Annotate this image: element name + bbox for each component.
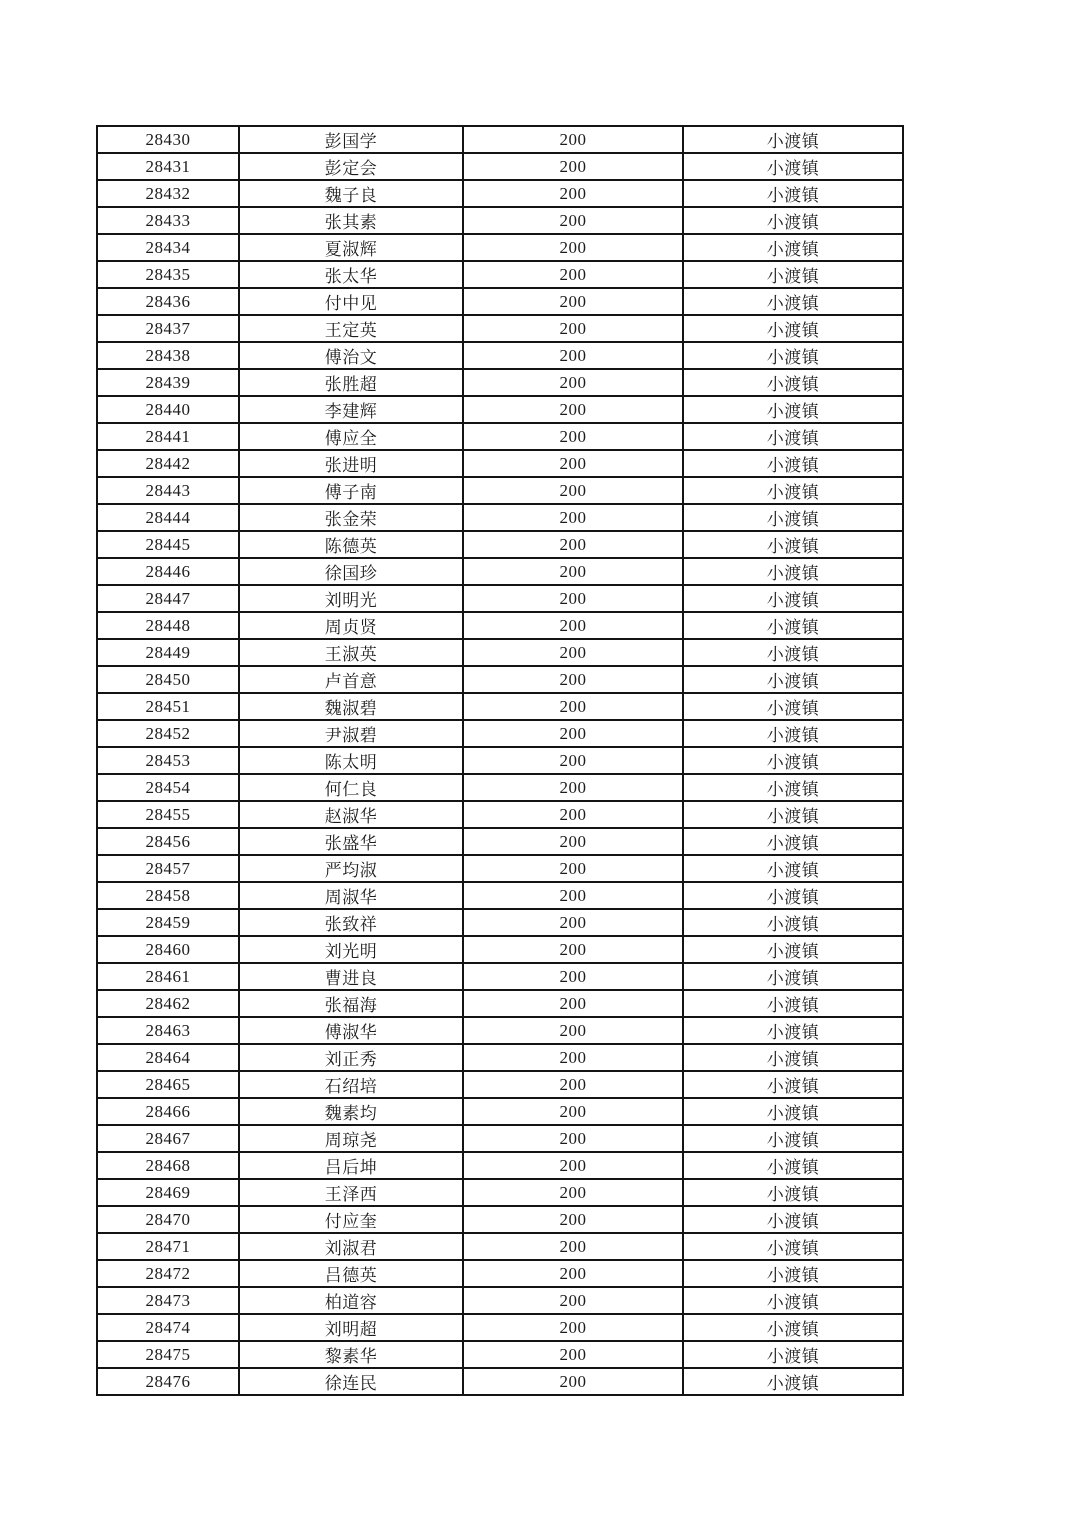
name-cell: 夏淑辉	[239, 234, 463, 261]
table-row	[97, 1125, 903, 1152]
amount-cell: 200	[463, 1044, 683, 1071]
id-cell: 28474	[97, 1314, 239, 1341]
town-cell: 小渡镇	[683, 936, 903, 963]
id-cell: 28450	[97, 666, 239, 693]
name-cell: 曹进良	[239, 963, 463, 990]
amount-cell: 200	[463, 1260, 683, 1287]
town-cell: 小渡镇	[683, 423, 903, 450]
name-cell: 彭国学	[239, 126, 463, 153]
id-cell: 28467	[97, 1125, 239, 1152]
table-row	[97, 1017, 903, 1044]
table-row	[97, 126, 903, 153]
name-cell: 周琼尧	[239, 1125, 463, 1152]
amount-cell: 200	[463, 558, 683, 585]
id-cell: 28444	[97, 504, 239, 531]
name-cell: 张金荣	[239, 504, 463, 531]
amount-cell: 200	[463, 828, 683, 855]
town-cell: 小渡镇	[683, 585, 903, 612]
id-cell: 28473	[97, 1287, 239, 1314]
name-cell: 王定英	[239, 315, 463, 342]
name-cell: 彭定会	[239, 153, 463, 180]
amount-cell: 200	[463, 1017, 683, 1044]
name-cell: 刘明超	[239, 1314, 463, 1341]
name-cell: 严均淑	[239, 855, 463, 882]
table-row	[97, 1260, 903, 1287]
amount-cell: 200	[463, 990, 683, 1017]
name-cell: 王泽西	[239, 1179, 463, 1206]
table-row	[97, 639, 903, 666]
amount-cell: 200	[463, 1098, 683, 1125]
town-cell: 小渡镇	[683, 990, 903, 1017]
id-cell: 28464	[97, 1044, 239, 1071]
table-row	[97, 477, 903, 504]
town-cell: 小渡镇	[683, 855, 903, 882]
id-cell: 28443	[97, 477, 239, 504]
name-cell: 刘淑君	[239, 1233, 463, 1260]
town-cell: 小渡镇	[683, 477, 903, 504]
amount-cell: 200	[463, 180, 683, 207]
name-cell: 王淑英	[239, 639, 463, 666]
amount-cell: 200	[463, 963, 683, 990]
town-cell: 小渡镇	[683, 396, 903, 423]
amount-cell: 200	[463, 396, 683, 423]
table-row	[97, 315, 903, 342]
id-cell: 28460	[97, 936, 239, 963]
name-cell: 石绍培	[239, 1071, 463, 1098]
amount-cell: 200	[463, 1341, 683, 1368]
amount-cell: 200	[463, 450, 683, 477]
table-row	[97, 1152, 903, 1179]
id-cell: 28455	[97, 801, 239, 828]
town-cell: 小渡镇	[683, 1044, 903, 1071]
id-cell: 28468	[97, 1152, 239, 1179]
id-cell: 28446	[97, 558, 239, 585]
name-cell: 黎素华	[239, 1341, 463, 1368]
id-cell: 28463	[97, 1017, 239, 1044]
table-row	[97, 801, 903, 828]
table-row	[97, 747, 903, 774]
table-row	[97, 1098, 903, 1125]
table-row	[97, 963, 903, 990]
town-cell: 小渡镇	[683, 558, 903, 585]
name-cell: 尹淑碧	[239, 720, 463, 747]
name-cell: 柏道容	[239, 1287, 463, 1314]
id-cell: 28470	[97, 1206, 239, 1233]
town-cell: 小渡镇	[683, 1098, 903, 1125]
table-row	[97, 666, 903, 693]
amount-cell: 200	[463, 639, 683, 666]
town-cell: 小渡镇	[683, 1125, 903, 1152]
amount-cell: 200	[463, 801, 683, 828]
name-cell: 卢首意	[239, 666, 463, 693]
table-row	[97, 234, 903, 261]
town-cell: 小渡镇	[683, 450, 903, 477]
amount-cell: 200	[463, 693, 683, 720]
id-cell: 28445	[97, 531, 239, 558]
town-cell: 小渡镇	[683, 1287, 903, 1314]
id-cell: 28432	[97, 180, 239, 207]
town-cell: 小渡镇	[683, 774, 903, 801]
amount-cell: 200	[463, 1368, 683, 1395]
amount-cell: 200	[463, 531, 683, 558]
id-cell: 28430	[97, 126, 239, 153]
id-cell: 28466	[97, 1098, 239, 1125]
town-cell: 小渡镇	[683, 1341, 903, 1368]
table-row	[97, 936, 903, 963]
table-row	[97, 1287, 903, 1314]
town-cell: 小渡镇	[683, 153, 903, 180]
town-cell: 小渡镇	[683, 288, 903, 315]
town-cell: 小渡镇	[683, 315, 903, 342]
amount-cell: 200	[463, 612, 683, 639]
name-cell: 刘正秀	[239, 1044, 463, 1071]
id-cell: 28448	[97, 612, 239, 639]
amount-cell: 200	[463, 126, 683, 153]
id-cell: 28451	[97, 693, 239, 720]
name-cell: 周贞贤	[239, 612, 463, 639]
name-cell: 傅应全	[239, 423, 463, 450]
amount-cell: 200	[463, 1287, 683, 1314]
name-cell: 张致祥	[239, 909, 463, 936]
id-cell: 28471	[97, 1233, 239, 1260]
id-cell: 28439	[97, 369, 239, 396]
id-cell: 28472	[97, 1260, 239, 1287]
town-cell: 小渡镇	[683, 1206, 903, 1233]
table-row	[97, 342, 903, 369]
table-row	[97, 1314, 903, 1341]
table-row	[97, 1341, 903, 1368]
name-cell: 张其素	[239, 207, 463, 234]
name-cell: 魏淑碧	[239, 693, 463, 720]
id-cell: 28435	[97, 261, 239, 288]
name-cell: 吕后坤	[239, 1152, 463, 1179]
name-cell: 张进明	[239, 450, 463, 477]
town-cell: 小渡镇	[683, 1314, 903, 1341]
id-cell: 28442	[97, 450, 239, 477]
id-cell: 28456	[97, 828, 239, 855]
table-row	[97, 693, 903, 720]
town-cell: 小渡镇	[683, 666, 903, 693]
amount-cell: 200	[463, 315, 683, 342]
table-row	[97, 531, 903, 558]
table-body	[97, 126, 903, 1395]
town-cell: 小渡镇	[683, 126, 903, 153]
town-cell: 小渡镇	[683, 531, 903, 558]
table-row	[97, 1071, 903, 1098]
id-cell: 28462	[97, 990, 239, 1017]
amount-cell: 200	[463, 909, 683, 936]
amount-cell: 200	[463, 153, 683, 180]
name-cell: 何仁良	[239, 774, 463, 801]
town-cell: 小渡镇	[683, 963, 903, 990]
table-row	[97, 882, 903, 909]
name-cell: 徐国珍	[239, 558, 463, 585]
name-cell: 徐连民	[239, 1368, 463, 1395]
id-cell: 28457	[97, 855, 239, 882]
table-row	[97, 990, 903, 1017]
name-cell: 张胜超	[239, 369, 463, 396]
id-cell: 28441	[97, 423, 239, 450]
amount-cell: 200	[463, 342, 683, 369]
amount-cell: 200	[463, 1233, 683, 1260]
town-cell: 小渡镇	[683, 180, 903, 207]
amount-cell: 200	[463, 855, 683, 882]
name-cell: 赵淑华	[239, 801, 463, 828]
table-row	[97, 558, 903, 585]
name-cell: 张盛华	[239, 828, 463, 855]
amount-cell: 200	[463, 1314, 683, 1341]
id-cell: 28453	[97, 747, 239, 774]
amount-cell: 200	[463, 936, 683, 963]
amount-cell: 200	[463, 1152, 683, 1179]
name-cell: 傅子南	[239, 477, 463, 504]
town-cell: 小渡镇	[683, 720, 903, 747]
town-cell: 小渡镇	[683, 1260, 903, 1287]
table-row	[97, 774, 903, 801]
id-cell: 28475	[97, 1341, 239, 1368]
name-cell: 傅治文	[239, 342, 463, 369]
town-cell: 小渡镇	[683, 801, 903, 828]
name-cell: 李建辉	[239, 396, 463, 423]
table-row	[97, 450, 903, 477]
table-row	[97, 828, 903, 855]
id-cell: 28459	[97, 909, 239, 936]
town-cell: 小渡镇	[683, 882, 903, 909]
id-cell: 28434	[97, 234, 239, 261]
town-cell: 小渡镇	[683, 612, 903, 639]
town-cell: 小渡镇	[683, 1368, 903, 1395]
table-row	[97, 720, 903, 747]
name-cell: 刘明光	[239, 585, 463, 612]
table-row	[97, 1044, 903, 1071]
table-row	[97, 1179, 903, 1206]
amount-cell: 200	[463, 369, 683, 396]
id-cell: 28449	[97, 639, 239, 666]
amount-cell: 200	[463, 234, 683, 261]
amount-cell: 200	[463, 1206, 683, 1233]
amount-cell: 200	[463, 882, 683, 909]
roster-table	[96, 125, 904, 1396]
table-row	[97, 423, 903, 450]
name-cell: 魏子良	[239, 180, 463, 207]
name-cell: 周淑华	[239, 882, 463, 909]
amount-cell: 200	[463, 288, 683, 315]
name-cell: 刘光明	[239, 936, 463, 963]
amount-cell: 200	[463, 720, 683, 747]
town-cell: 小渡镇	[683, 828, 903, 855]
id-cell: 28461	[97, 963, 239, 990]
amount-cell: 200	[463, 1179, 683, 1206]
town-cell: 小渡镇	[683, 234, 903, 261]
town-cell: 小渡镇	[683, 693, 903, 720]
table-row	[97, 1368, 903, 1395]
table-row	[97, 153, 903, 180]
id-cell: 28438	[97, 342, 239, 369]
amount-cell: 200	[463, 504, 683, 531]
id-cell: 28433	[97, 207, 239, 234]
name-cell: 付中见	[239, 288, 463, 315]
id-cell: 28436	[97, 288, 239, 315]
name-cell: 吕德英	[239, 1260, 463, 1287]
table-row	[97, 504, 903, 531]
amount-cell: 200	[463, 1071, 683, 1098]
id-cell: 28447	[97, 585, 239, 612]
id-cell: 28431	[97, 153, 239, 180]
town-cell: 小渡镇	[683, 1233, 903, 1260]
id-cell: 28452	[97, 720, 239, 747]
name-cell: 陈德英	[239, 531, 463, 558]
table-row	[97, 612, 903, 639]
town-cell: 小渡镇	[683, 747, 903, 774]
id-cell: 28458	[97, 882, 239, 909]
name-cell: 付应奎	[239, 1206, 463, 1233]
amount-cell: 200	[463, 666, 683, 693]
town-cell: 小渡镇	[683, 261, 903, 288]
town-cell: 小渡镇	[683, 207, 903, 234]
amount-cell: 200	[463, 774, 683, 801]
town-cell: 小渡镇	[683, 1179, 903, 1206]
name-cell: 陈太明	[239, 747, 463, 774]
table-row	[97, 261, 903, 288]
town-cell: 小渡镇	[683, 1017, 903, 1044]
table-row	[97, 1233, 903, 1260]
table-row	[97, 855, 903, 882]
amount-cell: 200	[463, 585, 683, 612]
town-cell: 小渡镇	[683, 342, 903, 369]
amount-cell: 200	[463, 423, 683, 450]
name-cell: 傅淑华	[239, 1017, 463, 1044]
id-cell: 28437	[97, 315, 239, 342]
name-cell: 张太华	[239, 261, 463, 288]
table-row	[97, 396, 903, 423]
town-cell: 小渡镇	[683, 369, 903, 396]
id-cell: 28469	[97, 1179, 239, 1206]
table-row	[97, 180, 903, 207]
name-cell: 魏素均	[239, 1098, 463, 1125]
town-cell: 小渡镇	[683, 909, 903, 936]
name-cell: 张福海	[239, 990, 463, 1017]
amount-cell: 200	[463, 207, 683, 234]
amount-cell: 200	[463, 747, 683, 774]
table-row	[97, 1206, 903, 1233]
town-cell: 小渡镇	[683, 639, 903, 666]
amount-cell: 200	[463, 477, 683, 504]
table-row	[97, 207, 903, 234]
table-row	[97, 585, 903, 612]
town-cell: 小渡镇	[683, 504, 903, 531]
amount-cell: 200	[463, 1125, 683, 1152]
id-cell: 28476	[97, 1368, 239, 1395]
id-cell: 28465	[97, 1071, 239, 1098]
table-row	[97, 369, 903, 396]
id-cell: 28440	[97, 396, 239, 423]
town-cell: 小渡镇	[683, 1071, 903, 1098]
town-cell: 小渡镇	[683, 1152, 903, 1179]
table-row	[97, 288, 903, 315]
table-row	[97, 909, 903, 936]
amount-cell: 200	[463, 261, 683, 288]
id-cell: 28454	[97, 774, 239, 801]
